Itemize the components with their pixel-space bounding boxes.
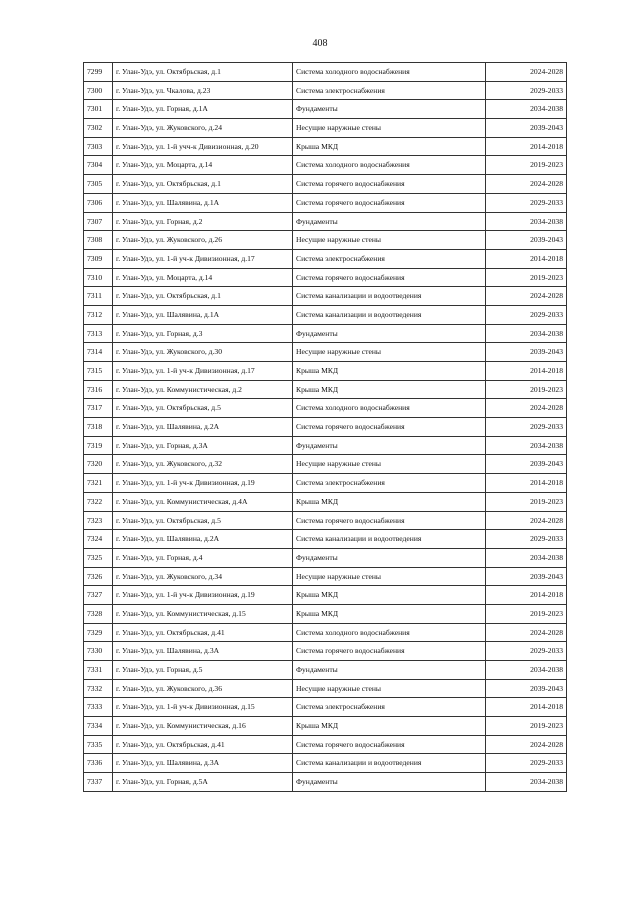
system-cell: Система электроснабжения bbox=[293, 698, 486, 717]
page-number: 408 bbox=[312, 38, 328, 49]
table-row bbox=[84, 63, 567, 82]
table-row bbox=[84, 362, 567, 381]
system-cell: Система канализации и водоотведения bbox=[293, 530, 486, 549]
address-cell: г. Улан-Удэ, ул. Моцарта, д.14 bbox=[113, 268, 293, 287]
system-cell: Система горячего водоснабжения bbox=[293, 193, 486, 212]
record-number: 7329 bbox=[84, 623, 113, 642]
record-number: 7303 bbox=[84, 137, 113, 156]
system-cell: Система горячего водоснабжения bbox=[293, 735, 486, 754]
address-cell: г. Улан-Удэ, ул. Коммунистическая, д.15 bbox=[113, 604, 293, 623]
system-cell: Фундаменты bbox=[293, 324, 486, 343]
system-cell: Крыша МКД bbox=[293, 492, 486, 511]
address-cell: г. Улан-Удэ, ул. Октябрьская, д.5 bbox=[113, 399, 293, 418]
period-cell: 2034-2038 bbox=[486, 100, 567, 119]
address-cell: г. Улан-Удэ, ул. Шалявина, д.3А bbox=[113, 754, 293, 773]
period-cell: 2034-2038 bbox=[486, 212, 567, 231]
address-cell: г. Улан-Удэ, ул. Моцарта, д.14 bbox=[113, 156, 293, 175]
period-cell: 2024-2028 bbox=[486, 511, 567, 530]
record-number: 7305 bbox=[84, 175, 113, 194]
period-cell: 2024-2028 bbox=[486, 399, 567, 418]
period-cell: 2019-2023 bbox=[486, 156, 567, 175]
table-row bbox=[84, 604, 567, 623]
address-cell: г. Улан-Удэ, ул. Чкалова, д.23 bbox=[113, 81, 293, 100]
record-number: 7301 bbox=[84, 100, 113, 119]
table-row bbox=[84, 175, 567, 194]
address-cell: г. Улан-Удэ, ул. Горная, д.2 bbox=[113, 212, 293, 231]
record-number: 7326 bbox=[84, 567, 113, 586]
period-cell: 2014-2018 bbox=[486, 474, 567, 493]
table-row bbox=[84, 623, 567, 642]
address-cell: г. Улан-Удэ, ул. Шалявина, д.2А bbox=[113, 530, 293, 549]
period-cell: 2034-2038 bbox=[486, 773, 567, 792]
system-cell: Несущие наружные стены bbox=[293, 343, 486, 362]
period-cell: 2024-2028 bbox=[486, 63, 567, 82]
system-cell: Фундаменты bbox=[293, 436, 486, 455]
system-cell: Фундаменты bbox=[293, 100, 486, 119]
address-cell: г. Улан-Удэ, ул. Жуковского, д.30 bbox=[113, 343, 293, 362]
address-cell: г. Улан-Удэ, ул. Октябрьская, д.1 bbox=[113, 63, 293, 82]
system-cell: Несущие наружные стены bbox=[293, 231, 486, 250]
address-cell: г. Улан-Удэ, ул. Шалявина, д.3А bbox=[113, 642, 293, 661]
period-cell: 2029-2033 bbox=[486, 530, 567, 549]
address-cell: г. Улан-Удэ, ул. Шалявина, д.1А bbox=[113, 193, 293, 212]
system-cell: Система канализации и водоотведения bbox=[293, 287, 486, 306]
table-row bbox=[84, 100, 567, 119]
system-cell: Крыша МКД bbox=[293, 717, 486, 736]
table-row bbox=[84, 735, 567, 754]
period-cell: 2019-2023 bbox=[486, 268, 567, 287]
record-number: 7323 bbox=[84, 511, 113, 530]
period-cell: 2024-2028 bbox=[486, 287, 567, 306]
period-cell: 2039-2043 bbox=[486, 119, 567, 138]
table-row bbox=[84, 586, 567, 605]
table-row bbox=[84, 642, 567, 661]
system-cell: Крыша МКД bbox=[293, 604, 486, 623]
system-cell: Система электроснабжения bbox=[293, 474, 486, 493]
table-row bbox=[84, 305, 567, 324]
address-cell: г. Улан-Удэ, ул. Шалявина, д.1А bbox=[113, 305, 293, 324]
period-cell: 2019-2023 bbox=[486, 380, 567, 399]
period-cell: 2019-2023 bbox=[486, 717, 567, 736]
system-cell: Система холодного водоснабжения bbox=[293, 63, 486, 82]
period-cell: 2039-2043 bbox=[486, 455, 567, 474]
record-number: 7336 bbox=[84, 754, 113, 773]
record-number: 7300 bbox=[84, 81, 113, 100]
address-cell: г. Улан-Удэ, ул. Октябрьская, д.1 bbox=[113, 287, 293, 306]
table-row bbox=[84, 418, 567, 437]
system-cell: Система горячего водоснабжения bbox=[293, 511, 486, 530]
table-row bbox=[84, 754, 567, 773]
table-row bbox=[84, 679, 567, 698]
address-cell: г. Улан-Удэ, ул. 1-й уч-к Дивизионная, д.17 bbox=[113, 362, 293, 381]
period-cell: 2014-2018 bbox=[486, 249, 567, 268]
record-number: 7320 bbox=[84, 455, 113, 474]
address-cell: г. Улан-Удэ, ул. 1-й уч-к Дивизионная, д.19 bbox=[113, 474, 293, 493]
record-number: 7319 bbox=[84, 436, 113, 455]
address-cell: г. Улан-Удэ, ул. 1-й уч-к Дивизионная, д.19 bbox=[113, 586, 293, 605]
period-cell: 2019-2023 bbox=[486, 604, 567, 623]
table-row bbox=[84, 661, 567, 680]
record-number: 7299 bbox=[84, 63, 113, 82]
record-number: 7321 bbox=[84, 474, 113, 493]
registry-table bbox=[83, 62, 567, 792]
table-row bbox=[84, 436, 567, 455]
period-cell: 2039-2043 bbox=[486, 567, 567, 586]
record-number: 7318 bbox=[84, 418, 113, 437]
table-row bbox=[84, 567, 567, 586]
system-cell: Фундаменты bbox=[293, 548, 486, 567]
period-cell: 2029-2033 bbox=[486, 642, 567, 661]
system-cell: Несущие наружные стены bbox=[293, 567, 486, 586]
table-row bbox=[84, 81, 567, 100]
address-cell: г. Улан-Удэ, ул. Горная, д.4 bbox=[113, 548, 293, 567]
record-number: 7334 bbox=[84, 717, 113, 736]
address-cell: г. Улан-Удэ, ул. Горная, д.5А bbox=[113, 773, 293, 792]
system-cell: Фундаменты bbox=[293, 212, 486, 231]
period-cell: 2039-2043 bbox=[486, 343, 567, 362]
address-cell: г. Улан-Удэ, ул. Жуковского, д.34 bbox=[113, 567, 293, 586]
record-number: 7309 bbox=[84, 249, 113, 268]
table-row bbox=[84, 231, 567, 250]
period-cell: 2029-2033 bbox=[486, 754, 567, 773]
record-number: 7306 bbox=[84, 193, 113, 212]
system-cell: Система канализации и водоотведения bbox=[293, 754, 486, 773]
system-cell: Система электроснабжения bbox=[293, 81, 486, 100]
table-row bbox=[84, 530, 567, 549]
period-cell: 2024-2028 bbox=[486, 623, 567, 642]
system-cell: Крыша МКД bbox=[293, 137, 486, 156]
record-number: 7304 bbox=[84, 156, 113, 175]
address-cell: г. Улан-Удэ, ул. Жуковского, д.32 bbox=[113, 455, 293, 474]
address-cell: г. Улан-Удэ, ул. Горная, д.3А bbox=[113, 436, 293, 455]
table-row bbox=[84, 474, 567, 493]
period-cell: 2024-2028 bbox=[486, 735, 567, 754]
table-row bbox=[84, 268, 567, 287]
table-row bbox=[84, 249, 567, 268]
record-number: 7310 bbox=[84, 268, 113, 287]
period-cell: 2029-2033 bbox=[486, 305, 567, 324]
system-cell: Система электроснабжения bbox=[293, 249, 486, 268]
record-number: 7312 bbox=[84, 305, 113, 324]
table-row bbox=[84, 137, 567, 156]
record-number: 7333 bbox=[84, 698, 113, 717]
address-cell: г. Улан-Удэ, ул. Коммунистическая, д.16 bbox=[113, 717, 293, 736]
period-cell: 2029-2033 bbox=[486, 81, 567, 100]
table-row bbox=[84, 324, 567, 343]
system-cell: Система горячего водоснабжения bbox=[293, 175, 486, 194]
address-cell: г. Улан-Удэ, ул. Октябрьская, д.1 bbox=[113, 175, 293, 194]
record-number: 7330 bbox=[84, 642, 113, 661]
record-number: 7311 bbox=[84, 287, 113, 306]
address-cell: г. Улан-Удэ, ул. Коммунистическая, д.4А bbox=[113, 492, 293, 511]
record-number: 7327 bbox=[84, 586, 113, 605]
address-cell: г. Улан-Удэ, ул. Октябрьская, д.41 bbox=[113, 623, 293, 642]
period-cell: 2014-2018 bbox=[486, 362, 567, 381]
system-cell: Система холодного водоснабжения bbox=[293, 399, 486, 418]
record-number: 7328 bbox=[84, 604, 113, 623]
record-number: 7308 bbox=[84, 231, 113, 250]
period-cell: 2039-2043 bbox=[486, 679, 567, 698]
table-row bbox=[84, 212, 567, 231]
address-cell: г. Улан-Удэ, ул. Октябрьская, д.5 bbox=[113, 511, 293, 530]
record-number: 7325 bbox=[84, 548, 113, 567]
period-cell: 2029-2033 bbox=[486, 418, 567, 437]
record-number: 7315 bbox=[84, 362, 113, 381]
record-number: 7331 bbox=[84, 661, 113, 680]
system-cell: Система холодного водоснабжения bbox=[293, 623, 486, 642]
system-cell: Фундаменты bbox=[293, 773, 486, 792]
record-number: 7337 bbox=[84, 773, 113, 792]
period-cell: 2034-2038 bbox=[486, 436, 567, 455]
table-row bbox=[84, 156, 567, 175]
address-cell: г. Улан-Удэ, ул. 1-й уч-к Дивизионная, д.17 bbox=[113, 249, 293, 268]
table-row bbox=[84, 287, 567, 306]
system-cell: Система холодного водоснабжения bbox=[293, 156, 486, 175]
period-cell: 2024-2028 bbox=[486, 175, 567, 194]
address-cell: г. Улан-Удэ, ул. Коммунистическая, д.2 bbox=[113, 380, 293, 399]
record-number: 7302 bbox=[84, 119, 113, 138]
record-number: 7307 bbox=[84, 212, 113, 231]
period-cell: 2034-2038 bbox=[486, 324, 567, 343]
address-cell: г. Улан-Удэ, ул. Горная, д.3 bbox=[113, 324, 293, 343]
system-cell: Крыша МКД bbox=[293, 362, 486, 381]
table-row bbox=[84, 380, 567, 399]
period-cell: 2014-2018 bbox=[486, 137, 567, 156]
table-row bbox=[84, 511, 567, 530]
address-cell: г. Улан-Удэ, ул. 1-й уч-к Дивизионная, д.15 bbox=[113, 698, 293, 717]
address-cell: г. Улан-Удэ, ул. Жуковского, д.26 bbox=[113, 231, 293, 250]
table-row bbox=[84, 717, 567, 736]
address-cell: г. Улан-Удэ, ул. Октябрьская, д.41 bbox=[113, 735, 293, 754]
table-row bbox=[84, 698, 567, 717]
table-row bbox=[84, 343, 567, 362]
system-cell: Система горячего водоснабжения bbox=[293, 268, 486, 287]
record-number: 7313 bbox=[84, 324, 113, 343]
period-cell: 2014-2018 bbox=[486, 586, 567, 605]
address-cell: г. Улан-Удэ, ул. Жуковского, д.24 bbox=[113, 119, 293, 138]
record-number: 7317 bbox=[84, 399, 113, 418]
table-row bbox=[84, 193, 567, 212]
table-row bbox=[84, 455, 567, 474]
record-number: 7335 bbox=[84, 735, 113, 754]
address-cell: г. Улан-Удэ, ул. Горная, д.5 bbox=[113, 661, 293, 680]
period-cell: 2034-2038 bbox=[486, 661, 567, 680]
address-cell: г. Улан-Удэ, ул. Жуковского, д.36 bbox=[113, 679, 293, 698]
period-cell: 2014-2018 bbox=[486, 698, 567, 717]
record-number: 7324 bbox=[84, 530, 113, 549]
registry-table-body bbox=[84, 63, 567, 792]
system-cell: Крыша МКД bbox=[293, 380, 486, 399]
table-row bbox=[84, 119, 567, 138]
table-row bbox=[84, 492, 567, 511]
system-cell: Система горячего водоснабжения bbox=[293, 642, 486, 661]
address-cell: г. Улан-Удэ, ул. Шалявина, д.2А bbox=[113, 418, 293, 437]
record-number: 7332 bbox=[84, 679, 113, 698]
system-cell: Фундаменты bbox=[293, 661, 486, 680]
system-cell: Несущие наружные стены bbox=[293, 679, 486, 698]
period-cell: 2034-2038 bbox=[486, 548, 567, 567]
record-number: 7314 bbox=[84, 343, 113, 362]
address-cell: г. Улан-Удэ, ул. 1-й учч-к Дивизионная, д.20 bbox=[113, 137, 293, 156]
system-cell: Несущие наружные стены bbox=[293, 455, 486, 474]
table-row bbox=[84, 773, 567, 792]
period-cell: 2019-2023 bbox=[486, 492, 567, 511]
table-row bbox=[84, 548, 567, 567]
address-cell: г. Улан-Удэ, ул. Горная, д.1А bbox=[113, 100, 293, 119]
system-cell: Система горячего водоснабжения bbox=[293, 418, 486, 437]
period-cell: 2029-2033 bbox=[486, 193, 567, 212]
record-number: 7316 bbox=[84, 380, 113, 399]
system-cell: Несущие наружные стены bbox=[293, 119, 486, 138]
table-row bbox=[84, 399, 567, 418]
record-number: 7322 bbox=[84, 492, 113, 511]
system-cell: Крыша МКД bbox=[293, 586, 486, 605]
system-cell: Система канализации и водоотведения bbox=[293, 305, 486, 324]
period-cell: 2039-2043 bbox=[486, 231, 567, 250]
